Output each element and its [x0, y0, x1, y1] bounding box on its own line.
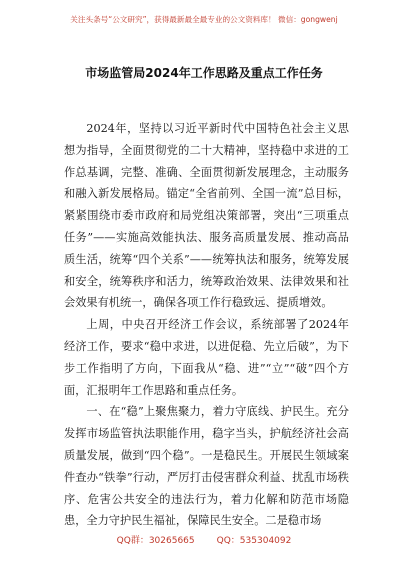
- footer-qq-number: QQ：535304092: [216, 536, 292, 546]
- body-paragraph-1: 2024年，坚持以习近平新时代中国特色社会主义思想为指导，全面贯彻党的二十大精神，坚持稳中求进的工作总基调，完整、准确、全面贯彻新发展理念，主动服务和融入新发展格局。锚定“全省前列、全国一流”总目标，紧紧围绕市委市政府和局党组决策部署，突出“三项重点任务”——实施高效能执法、服务高质量发展、推动高品质生活，统筹“四个关系”——统筹执法和服务，统筹发展和安全，统筹秩序和活力，统筹政治效果、法律效果和社会效果有机统一，确保各项工作行稳致远、提质增效。: [64, 122, 349, 310]
- document-title: 市场监管局2024年工作思路及重点工作任务: [85, 66, 323, 80]
- footer-contact: [0, 533, 408, 546]
- footer-qq-group: QQ群：30265665: [116, 536, 195, 546]
- body-paragraph-2: 上周，中央召开经济工作会议，系统部署了2024年经济工作，要求“稳中求进，以进促稳、先立后破”，为下步工作指明了方向，下面我从“稳、进”“立”“破”四个方面，汇报明年工作思路和重点任务。: [64, 318, 349, 397]
- document-body: [64, 118, 349, 532]
- body-paragraph-3: 一、在“稳”上聚焦聚力，着力守底线、护民生。充分发挥市场监管执法职能作用，稳字当头，护航经济社会高质量发展，做到“四个稳”。一是稳民生。开展民生领域案件查办“铁拳”行动，严厉打击侵害群众利益、扰乱市场秩序、危害公共安全的违法行为，着力化解和防范市场隐患，全力守护民生福祉，保障民生安全。二是稳市场: [64, 405, 349, 528]
- header-promo-note: 关注头条号“公文研究”，获得最新最全最专业的公文资料库！ 微信：gongwenj: [70, 15, 338, 24]
